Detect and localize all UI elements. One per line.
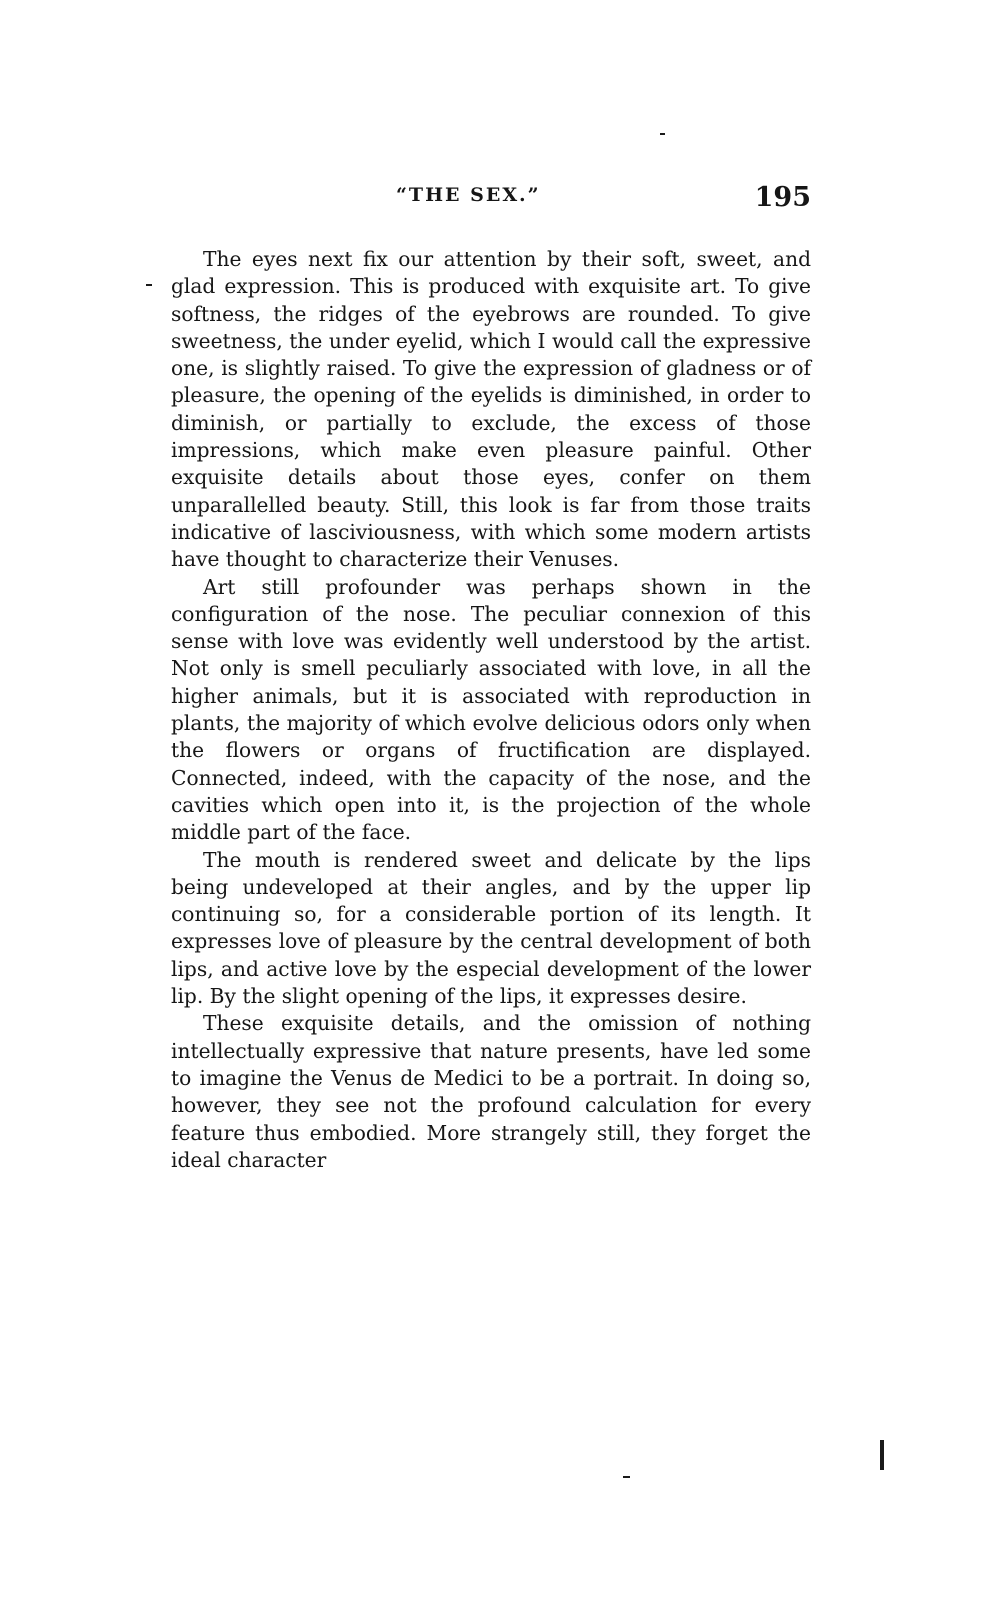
paragraph-mouth: The mouth is rendered sweet and delicate by the lips being undeveloped at their angles, and by the upper lip continuing so, for a considerable portion of its length. It expresses love of pleasure by the central development of both lips, and active love by the especial development of the lower lip. By the slight opening of the lips, it expresses desire. [171, 847, 811, 1009]
page-number: 195 [754, 182, 811, 213]
paragraph-nose: Art still profounder was perhaps shown in the configuration of the nose. The peculiar connexion of this sense with love was evidently well understood by the artist. Not only is smell peculiarly associated with love, in all the higher animals, but it is associated with reproduction in plants, the majority of which evolve delicious odors only when the flowers or organs of fructification are displayed. Connected, indeed, with the capacity of the nose, and the cavities which open into it, is the projection of the whole middle part of the face. [171, 574, 811, 845]
paragraph-eyes: The eyes next fix our attention by their soft, sweet, and glad expression. This is produced with exquisite art. To give softness, the ridges of the eyebrows are rounded. To give sweetness, the under eyelid, which I would call the expressive one, is slightly raised. To give the expression of gladness or of pleasure, the opening of the eyelids is diminished, in order to diminish, or partially to exclude, the excess of those impressions, which make even pleasure painful. Other exquisite details about those eyes, confer on them unparallelled beauty. Still, this look is far from those traits indicative of lasciviousness, with which some modern artists have thought to characterize their Venuses. [171, 247, 811, 572]
paragraph-portrait: These exquisite details, and the omission of nothing intellectually expressive that nature presents, have led some to imagine the Venus de Medici to be a portrait. In doing so, however, they see not the profound calculation for every feature thus embodied. More strangely still, they forget the ideal character [171, 1011, 811, 1172]
running-head [171, 182, 811, 222]
running-title: “THE SEX.” [396, 184, 541, 206]
scan-speck [146, 284, 152, 286]
scan-speck [880, 1440, 884, 1470]
scan-speck [623, 1476, 630, 1478]
scan-speck [660, 133, 665, 135]
body-text [171, 246, 811, 1174]
